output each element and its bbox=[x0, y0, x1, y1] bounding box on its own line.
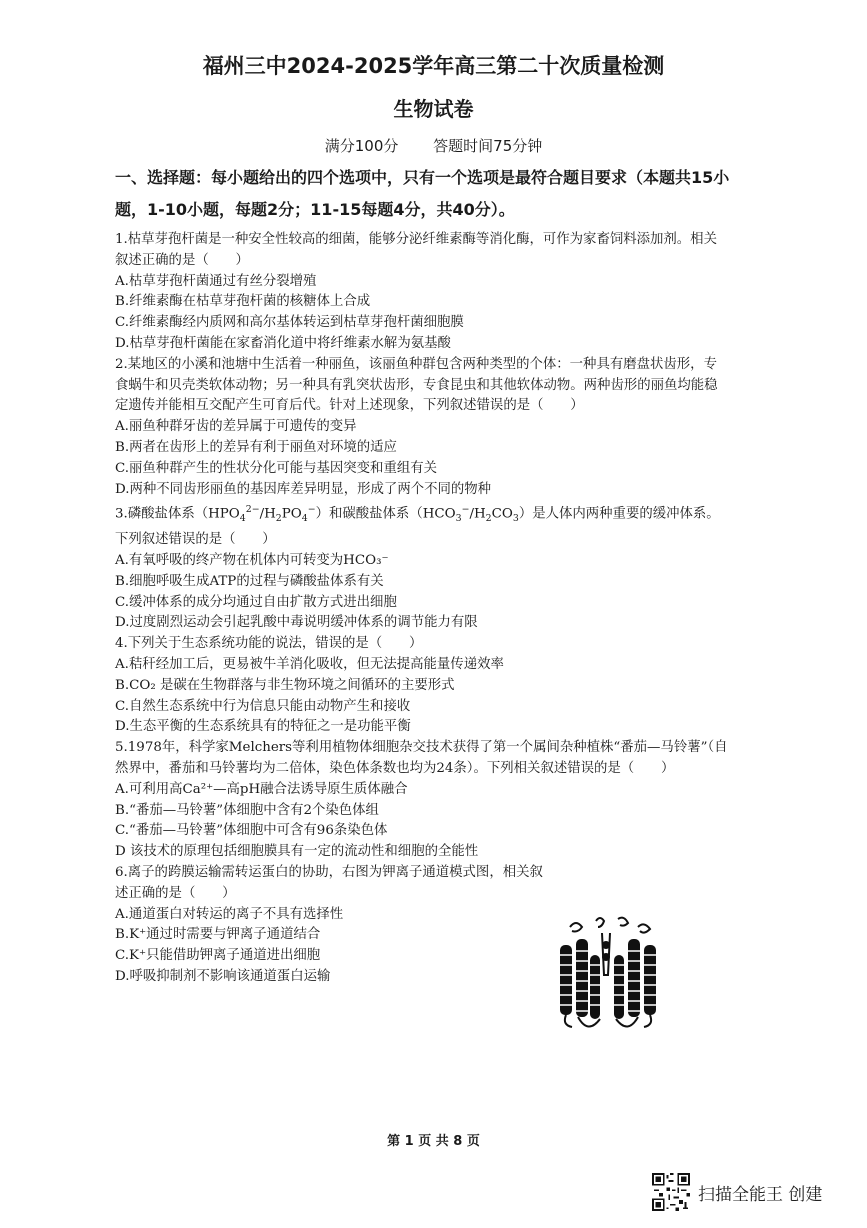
option: B.细胞呼吸生成ATP的过程与磷酸盐体系有关 bbox=[115, 573, 384, 589]
option: C.纤维素酶经内质网和高尔基体转运到枯草芽孢杆菌细胞膜 bbox=[115, 315, 464, 331]
option: C.丽鱼种群产生的性状分化可能与基因突变和重组有关 bbox=[115, 460, 438, 476]
qr-code-icon bbox=[652, 1173, 690, 1211]
option: C.缓冲体系的成分均通过自由扩散方式进出细胞 bbox=[115, 594, 397, 610]
exam-meta bbox=[0, 135, 867, 156]
question-stem: 2.某地区的小溪和池塘中生活着一种丽鱼，该丽鱼种群包含两种类型的个体：一种具有磨盘状齿形，专食蜗牛和贝壳类软体动物；另一种具有乳突状齿形，专食昆虫和其他软体动物。两种齿形的丽鱼均能稳定遗传并能相互交配产生可育后代。针对上述现象，下列叙述错误的是（ ） bbox=[115, 356, 718, 414]
option: B.两者在齿形上的差异有利于丽鱼对环境的适应 bbox=[115, 439, 397, 455]
option: B.CO₂ 是碳在生物群落与非生物环境之间循环的主要形式 bbox=[115, 677, 455, 693]
exam-title: 福州三中2024-2025学年高三第二十次质量检测 bbox=[202, 54, 665, 78]
option: D.生态平衡的生态系统具有的特征之一是功能平衡 bbox=[115, 719, 411, 735]
option: B.纤维素酶在枯草芽孢杆菌的核糖体上合成 bbox=[115, 294, 371, 310]
option: C.K⁺只能借助钾离子通道进出细胞 bbox=[115, 948, 321, 964]
option: D.枯草芽孢杆菌能在家畜消化道中将纤维素水解为氨基酸 bbox=[115, 335, 451, 351]
question-stem: 4.下列关于生态系统功能的说法，错误的是（ ） bbox=[115, 636, 423, 652]
question-stem: 3.磷酸盐体系$(HPO_4^{2-}/H_2PO_4^-)$和碳酸盐体系$(HCO_3^-/H_2CO_3)$是人体内两种重要的缓冲体系。下列叙述错误的是（ ） bbox=[115, 504, 720, 548]
scanner-watermark bbox=[652, 1172, 822, 1212]
option: D.呼吸抑制剂不影响该通道蛋白运输 bbox=[115, 969, 331, 985]
option: D.过度剧烈运动会引起乳酸中毒说明缓冲体系的调节能力有限 bbox=[115, 615, 478, 631]
duration: 答题时间75分钟 bbox=[433, 137, 543, 155]
question-stem: 6.离子的跨膜运输需转运蛋白的协助，右图为钾离子通道模式图，相关叙述正确的是（ ） bbox=[115, 865, 543, 901]
question-stem: 5.1978年，科学家Melchers等利用植物体细胞杂交技术获得了第一个属间杂种植株“番茄—马铃薯”（自然界中，番茄和马铃薯均为二倍体，染色体条数也均为24条）。下列相关叙述错误的是（ ） bbox=[115, 740, 728, 777]
page-number: 第 1 页 共 8 页 bbox=[387, 1134, 480, 1149]
option: A.有氧呼吸的终产物在机体内可转变为HCO₃⁻ bbox=[115, 553, 389, 569]
option: A.秸秆经加工后，更易被牛羊消化吸收，但无法提高能量传递效率 bbox=[115, 657, 504, 673]
scanner-label: 扫描全能王 创建 bbox=[698, 1184, 823, 1205]
potassium-channel-diagram bbox=[548, 915, 668, 1050]
section-heading: 一、选择题：每小题给出的四个选项中，只有一个选项是最符合题目要求（本题共15小题，1-10小题，每题2分；11-15每题4分，共40分）。 bbox=[115, 168, 730, 219]
option: B.“番茄—马铃薯”体细胞中含有2个染色体组 bbox=[115, 802, 379, 818]
exam-subject: 生物试卷 bbox=[393, 97, 474, 121]
option: C.自然生态系统中行为信息只能由动物产生和接收 bbox=[115, 698, 411, 714]
question-list bbox=[115, 230, 730, 988]
full-score: 满分100分 bbox=[324, 137, 399, 155]
question-stem: 1.枯草芽孢杆菌是一种安全性较高的细菌，能够分泌纤维素酶等消化酶，可作为家畜饲料添加剂。相关叙述正确的是（ ） bbox=[115, 232, 717, 268]
option: A.枯草芽孢杆菌通过有丝分裂增殖 bbox=[115, 273, 317, 289]
option: B.K⁺通过时需要与钾离子通道结合 bbox=[115, 927, 321, 943]
option: A.丽鱼种群牙齿的差异属于可遗传的变异 bbox=[115, 419, 357, 435]
option: A.可利用高Ca²⁺—高pH融合法诱导原生质体融合 bbox=[115, 781, 408, 797]
option: D 该技术的原理包括细胞膜具有一定的流动性和细胞的全能性 bbox=[115, 844, 479, 860]
option: C.“番茄—马铃薯”体细胞中可含有96条染色体 bbox=[115, 823, 388, 839]
option: D.两种不同齿形丽鱼的基因库差异明显，形成了两个不同的物种 bbox=[115, 481, 492, 497]
option: A.通道蛋白对转运的离子不具有选择性 bbox=[115, 906, 344, 922]
